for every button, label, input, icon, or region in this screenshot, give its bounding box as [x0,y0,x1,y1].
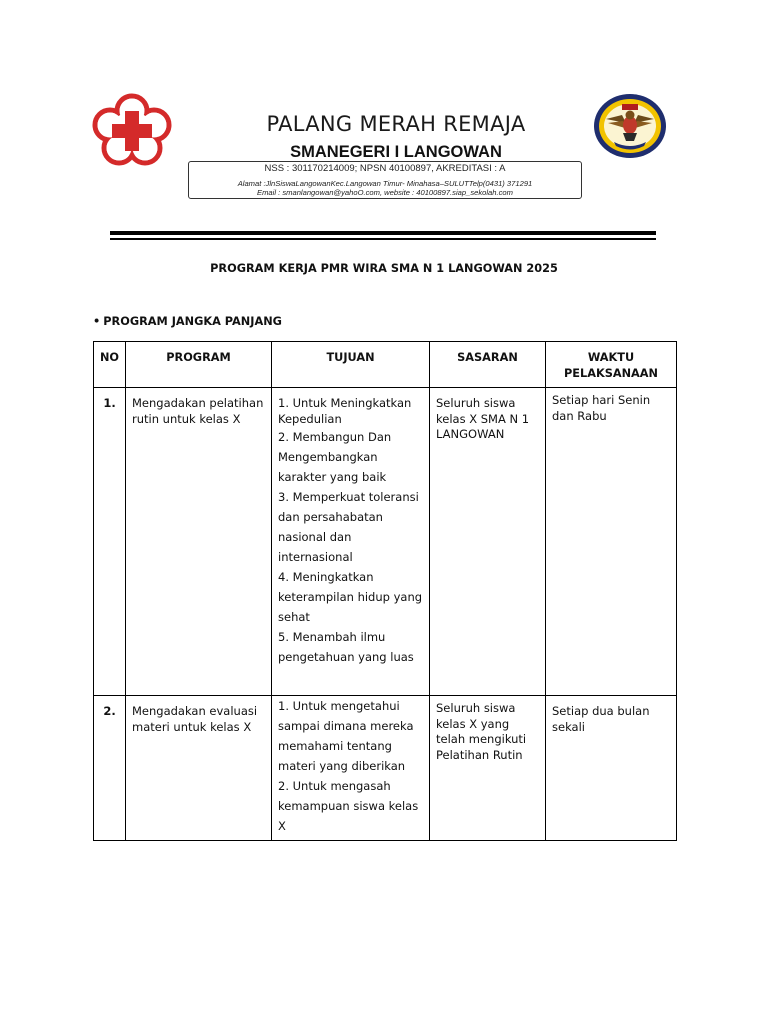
tujuan-cell [272,388,430,696]
tujuan-item: 2. Membangun Dan Mengembangkan karakter yang baik [278,430,392,484]
header-divider-thick [110,231,656,235]
tujuan-item: 4. Meningkatkan keterampilan hidup yang sehat [278,570,423,624]
program-cell: Mengadakan evaluasi materi untuk kelas X [126,696,272,841]
sasaran-cell: Seluruh siswa kelas X SMA N 1 LANGOWAN [430,388,546,696]
tujuan-item: 5. Menambah ilmu pengetahuan yang luas [278,630,414,664]
org-title: PALANG MERAH REMAJA [266,112,526,136]
table-header-row [94,342,677,388]
section-heading-label: PROGRAM JANGKA PANJANG [103,315,282,328]
header-program: PROGRAM [126,342,272,388]
red-cross-flower-icon [92,92,172,166]
tujuan-item: 3. Memperkuat toleransi dan persahabatan nasional dan internasional [278,490,419,564]
header-no: NO [94,342,126,388]
nss-line: NSS : 301170214009; NPSN 40100897, AKREDITASI : A [264,163,506,174]
document-title: PROGRAM KERJA PMR WIRA SMA N 1 LANGOWAN 2025 [210,262,558,275]
table-row [94,388,677,696]
section-heading [93,315,282,328]
bullet: • [93,315,101,328]
table-row [94,696,677,841]
sasaran-cell: Seluruh siswa kelas X yang telah mengikuti Pelatihan Rutin [430,696,546,841]
tujuan-cell [272,696,430,841]
school-name: SMANEGERI I LANGOWAN [290,143,502,161]
program-table [93,341,677,841]
tujuan-item: 1. Untuk Meningkatkan Kepedulian [278,396,412,426]
school-info-box [188,161,582,199]
header-sasaran: SASARAN [430,342,546,388]
header-waktu: WAKTU PELAKSANAAN [546,342,677,388]
header-divider-thin [110,238,656,240]
waktu-cell: Setiap dua bulan sekali [546,696,677,841]
header-tujuan: TUJUAN [272,342,430,388]
tujuan-item: 2. Untuk mengasah kemampuan siswa kelas X [278,779,419,833]
row-number: 2. [94,696,126,841]
address-line: Alamat :JlnSiswaLangowanKec.Langowan Timur- Minahasa–SULUTTelp(0431) 371291 [237,179,533,188]
row-number: 1. [94,388,126,696]
email-line: Email : smanlangowan@yahoO.com, website : 40100897.siap_sekolah.com [257,188,513,197]
program-cell: Mengadakan pelatihan rutin untuk kelas X [126,388,272,696]
tujuan-item: 1. Untuk mengetahui sampai dimana mereka memahami tentang materi yang diberikan [278,699,414,773]
waktu-cell: Setiap hari Senin dan Rabu [546,388,677,696]
